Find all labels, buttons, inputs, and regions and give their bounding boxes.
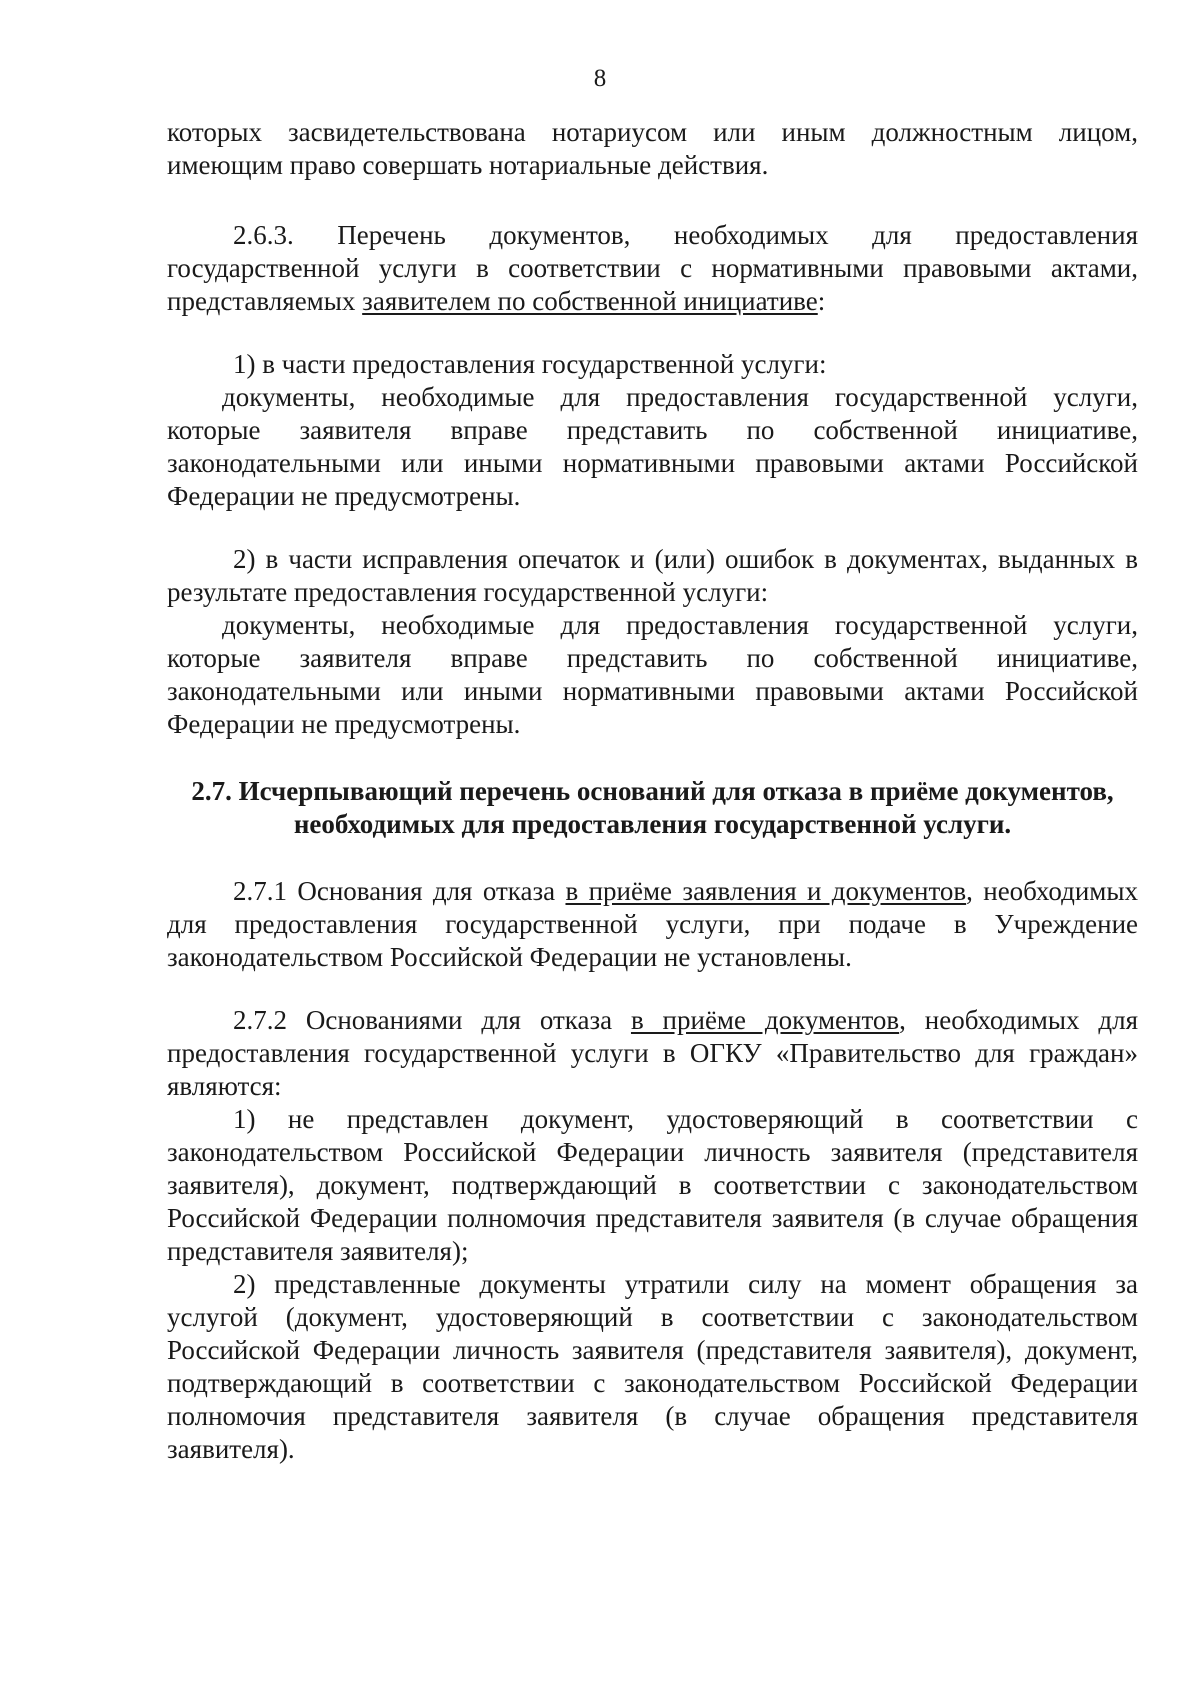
paragraph-2-7-2-item-2: 2) представленные документы утратили силу на момент обращения за услугой (документ, удостоверяющий в соответствии с законодательством Российской Федерации личность заявителя (представителя заявителя), документ, подтверждающий в соответствии с законодательством Российской Федерации полномочия представителя заявителя (в случае обращения представителя заявителя). bbox=[167, 1269, 1138, 1464]
paragraph-2-7-1-underlined: в приёме заявления и документов bbox=[565, 876, 967, 906]
item-2-body: документы, необходимые для предоставления государственной услуги, которые заявителя вправе представить по собственной инициативе, законодательными или иными нормативными правовыми актами Российской Федерации не предусмотрены. bbox=[167, 610, 1138, 739]
paragraph-2-7-2-tail: , необходимых для предоставления государственной услуги в ОГКУ «Правительство для граждан» являются: bbox=[167, 1005, 1138, 1101]
section-heading-2-7: 2.7. Исчерпывающий перечень оснований для отказа в приёме документов, необходимых для предоставления государственной услуги. bbox=[191, 776, 1114, 839]
paragraph-2-7-2-lead: 2.7.2 Основаниями для отказа bbox=[233, 1005, 631, 1035]
document-body bbox=[167, 116, 1138, 1466]
paragraph-2-7-1-lead: 2.7.1 Основания для отказа bbox=[233, 876, 566, 906]
paragraph-continuation: которых засвидетельствована нотариусом или иным должностным лицом, имеющим право совершать нотариальные действия. bbox=[167, 117, 1138, 180]
paragraph-2-6-3-lead: 2.6.3. Перечень документов, необходимых для предоставления государственной услуги в соответствии с нормативными правовыми актами, представляемых bbox=[167, 220, 1138, 316]
paragraph-2-6-3 bbox=[167, 219, 1138, 318]
paragraph-2-7-2-item-1: 1) не представлен документ, удостоверяющий в соответствии с законодательством Российской Федерации личность заявителя (представителя заявителя), документ, подтверждающий в соответствии с законодательством Российской Федерации полномочия представителя заявителя (в случае обращения представителя заявителя); bbox=[167, 1104, 1138, 1266]
paragraph-2-7-1-tail: , необходимых для предоставления государственной услуги, при подаче в Учреждение законодательством Российской Федерации не установлены. bbox=[167, 876, 1138, 972]
paragraph-2-6-3-underlined: заявителем по собственной инициативе bbox=[362, 286, 818, 316]
item-1-heading: 1) в части предоставления государственной услуги: bbox=[233, 349, 827, 379]
item-1-body: документы, необходимые для предоставления государственной услуги, которые заявителя вправе представить по собственной инициативе, законодательными или иными нормативными правовыми актами Российской Федерации не предусмотрены. bbox=[167, 382, 1138, 511]
page-number: 8 bbox=[593, 65, 607, 92]
paragraph-2-7-2 bbox=[167, 1004, 1138, 1103]
item-2-heading: 2) в части исправления опечаток и (или) ошибок в документах, выданных в результате предоставления государственной услуги: bbox=[167, 544, 1138, 607]
paragraph-2-7-2-underlined: в приёме документов bbox=[630, 1005, 900, 1035]
paragraph-2-7-1 bbox=[167, 875, 1138, 974]
paragraph-2-6-3-tail: : bbox=[817, 286, 826, 316]
